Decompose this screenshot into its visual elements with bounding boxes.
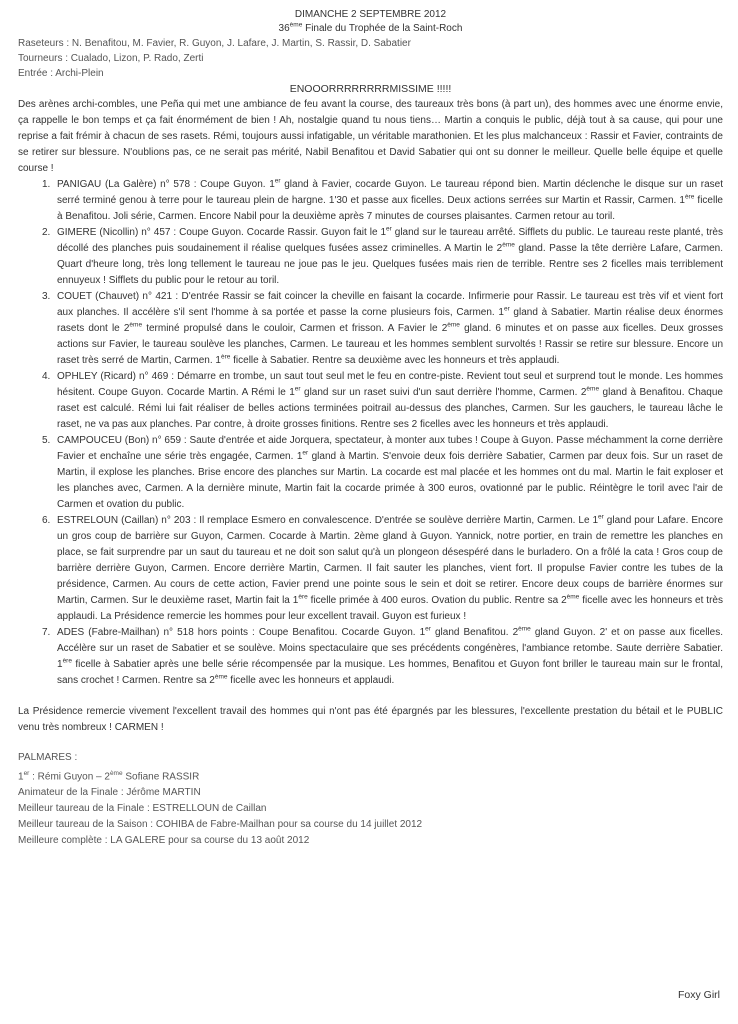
race-text-sup: ère xyxy=(220,353,231,361)
signature: Foxy Girl xyxy=(678,989,720,1001)
race-text-sup: ème xyxy=(129,321,143,329)
race-number: 4. xyxy=(42,371,51,382)
race-text: terminé propulsé dans le couloir, Carmen et frisson. A Favier le 2 xyxy=(142,323,448,334)
race-text-sup: ème xyxy=(586,385,600,393)
race-text: gland à Benafitou. Chaque raset est calculé. Rémi lui fait réaliser de belles actions terminées poitrail au-dessus des planches, Carmen. Sur les gauchers, le taureau lâche le raset, ne va pas aux planches. Par contre, à droite grosses finitions. Rentre ses 2 ficelles avec les honneurs et très applaudi. xyxy=(57,387,723,430)
winner-rank-1: 1 xyxy=(18,771,24,783)
race-text-sup: ère xyxy=(62,657,72,665)
race-text-sup: er xyxy=(294,385,301,393)
race-text-sup: ème xyxy=(518,625,531,633)
race-text: CAMPOUCEU (Bon) n° 659 : Saute d'entrée et aide Jorquera, spectateur, à monter aux tubes ! Coupe à Guyon. Passe méchamment la corne derrière Favier et enchaîne une série très engagée, Carmen. 1 xyxy=(57,435,723,462)
entree-line: Entrée : Archi-Plein xyxy=(18,68,104,79)
event-date: DIMANCHE 2 SEPTEMBRE 2012 xyxy=(294,9,447,20)
race-number: 1. xyxy=(42,179,51,190)
race-text-sup: er xyxy=(302,449,309,457)
race-text: ESTRELOUN (Caillan) n° 203 : Il remplace Esmero en convalescence. D'entrée se soulève derrière Martin, Carmen. Le 1 xyxy=(57,515,599,526)
race-text: ficelle à Sabatier après une belle série récompensée par la musique. Les hommes, Benafitou et Guyon font briller le taureau main sur le frontal, sans crochet ! Carmen. Rentre sa 2 xyxy=(57,659,723,686)
race-text: gland. 6 minutes et on passe aux ficelles. Deux grosses actions sur Favier, le taureau soulève les planches, Carmen. Le taureau et les hommes semblent survoltés ! Rassir se retire sur blessure. Encore un raset très serré de Martin, Carmen. 1 xyxy=(57,323,723,366)
document-page xyxy=(18,8,723,849)
race-text: gland Benafitou. 2 xyxy=(430,627,519,638)
race-text: gland sur le taureau arrêté. Sifflets du public. Le taureau reste planté, très décollé des planches puis soudainement il réalise quelques fusées assez criminelles. A Martin le 2 xyxy=(57,227,723,254)
closing-paragraph: La Présidence remercie vivement l'excellent travail des hommes qui n'ont pas été épargnés par les blessures, l'excellente prestation du bétail et le PUBLIC venu très nombreux ! CARMEN ! xyxy=(18,706,723,733)
race-text-sup: ère xyxy=(298,593,308,601)
race-number: 7. xyxy=(42,627,51,638)
race-text: gland sur un raset suivi d'un saut derrière l'homme, Carmen. 2 xyxy=(300,387,587,398)
race-text: gland Guyon. 2' et on passe aux ficelles. Accélère sur un raset de Sabatier et se soulève. Moins spectaculaire que ses précédents congénères, l'ambiance retombe. Saute derrière Sabatier. 1 xyxy=(57,627,723,670)
race-text: GIMERE (Nicollin) n° 457 : Coupe Guyon. Cocarde Rassir. Guyon fait le 1 xyxy=(57,227,387,238)
race-item xyxy=(18,625,723,689)
race-text: ficelle primée à 400 euros. Ovation du public. Rentre sa 2 xyxy=(307,595,567,606)
intro-paragraph: Des arènes archi-combles, une Peña qui met une ambiance de feu avant la course, des taureaux très bons (à part un), des hommes avec une énorme envie, ça rappelle le bon temps et ça fait énormément de bien ! Ah, nostalgie quand tu nous tiens… Martin a conquis le public, déjà tout à sa cause, qui pour une reprise a fait frémir à chacun de ses rasets. Rémi, toujours aussi infatigable, un véritable marathonien. Et les plus malchanceux : Rassir et Favier, contraints de se retirer sur blessure. N'oublions pas, ce ne serait pas mérité, Nabil Benafitou et David Sabatier qui ont su donner le meilleur. Quelle belle équipe et quelle course ! xyxy=(18,99,723,174)
race-item xyxy=(18,433,723,513)
winner-rank-2: : Rémi Guyon – 2 xyxy=(29,771,110,783)
race-text: ficelle à Sabatier. Rentre sa deuxième avec les honneurs et très applaudi. xyxy=(230,355,560,366)
palmares-complete: Meilleure complète : LA GALERE pour sa course du 13 août 2012 xyxy=(18,835,310,847)
race-text: gland pour Lafare. Encore un gros coup de barrière sur Guyon, Carmen. Cocarde à Martin. 2ème gland à Guyon. Yannick, notre portier, en train de remettre les planches en place, se fait surprendre par un saut du taureau et ne doit son salut qu'à un plongeon désespéré dans le burladero. On a frôlé la cata ! Gros coup de barrière derrière Guyon, Carmen. Encore derrière Martin, Carmen. Il fait sauter les planches, vient fort. Il propulse Favier contre les tubes de la présidence, Carmen. Au cours de cette action, Favier prend une pointe sous le sein et doit se retirer. Encore deux coups de barrière énormes sur Martin, Carmen. Sur le deuxième raset, Martin fait la 1 xyxy=(57,515,724,606)
race-number: 5. xyxy=(42,435,51,446)
race-text-sup: er xyxy=(503,305,510,313)
palmares-winners xyxy=(18,766,723,785)
race-text: gland. Passe la tête derrière Lafare, Carmen. Quart d'heure long, très long tellement le taureau ne joue pas le jeu. Quelques fusées mais rien de terrible. Rentre ses 2 ficelles mais terriblement ennuyeux ! Sifflets du public pour le retour au toril. xyxy=(57,243,724,286)
race-list xyxy=(18,177,723,689)
race-text: ficelle avec les honneurs et très applaudi. La Présidence remercie les hommes pour leur excellent travail. Guyon est furieux ! xyxy=(57,595,723,622)
race-text-sup: er xyxy=(598,513,604,521)
race-number: 6. xyxy=(42,515,51,526)
race-item xyxy=(18,289,723,369)
race-text-sup: ère xyxy=(684,193,695,201)
palmares-block xyxy=(18,750,723,849)
palmares-taureau-saison: Meilleur taureau de la Saison : COHIBA de Fabre-Mailhan pour sa course du 14 juillet 2012 xyxy=(18,819,423,831)
race-text: OPHLEY (Ricard) n° 469 : Démarre en trombe, un saut tout seul met le feu en contre-piste. Revient tout seul et surprend tout le monde. Les hommes hésitent. Coupe Guyon. Cocarde Martin. A Rémi le 1 xyxy=(57,371,723,398)
race-text: ADES (Fabre-Mailhan) n° 518 hors points : Coupe Benafitou. Cocarde Guyon. 1 xyxy=(57,627,426,638)
finale-number: 36 xyxy=(278,23,290,34)
race-number: 2. xyxy=(42,227,51,238)
race-text-sup: er xyxy=(274,177,281,185)
raseteurs-line: Raseteurs : N. Benafitou, M. Favier, R. Guyon, J. Lafare, J. Martin, S. Rassir, D. Sabatier xyxy=(18,38,411,49)
race-text-sup: ème xyxy=(447,321,460,329)
race-text-sup: ème xyxy=(214,673,228,681)
palmares-taureau-finale: Meilleur taureau de la Finale : ESTRELLOUN de Caillan xyxy=(18,803,267,815)
race-item xyxy=(18,369,723,433)
race-text-sup: ème xyxy=(566,593,580,601)
meta-block xyxy=(18,36,723,81)
race-text: gland à Martin. S'envoie deux fois derrière Sabatier, Carmen par deux fois. Sur un raset de Martin, il explose les planches. Brise encore des planches sur Martin. La cocarde est mal placée et les hommes ont du mal. Martin le fait exploser et les planches avec, Carmen. A la dernière minute, Martin fait la cocarde primée à 300 euros, ovationné par le public. Réintègre le toril avec l'air de Carmen et ovation du public. xyxy=(57,451,723,510)
race-text-sup: er xyxy=(386,225,392,233)
palmares-animateur: Animateur de la Finale : Jérôme MARTIN xyxy=(18,787,201,799)
race-text: PANIGAU (La Galère) n° 578 : Coupe Guyon. 1 xyxy=(57,179,275,190)
winner-rank-2-sup: ème xyxy=(109,770,123,777)
winner-name-2: Sofiane RASSIR xyxy=(122,771,200,783)
finale-sup: ème xyxy=(289,21,303,29)
race-text: COUET (Chauvet) n° 421 : D'entrée Rassir se fait coincer la cheville en faisant la cocarde. Infirmerie pour Rassir. Le taureau est très vif et vient fort aux planches. Il accélère s'il sent l'homme à sa portée et passe la corne plusieurs fois, Carmen. 1 xyxy=(57,291,723,318)
race-text: gland à Sabatier. Martin réalise deux énormes rasets dont le 2 xyxy=(57,307,723,334)
tourneurs-line: Tourneurs : Cualado, Lizon, P. Rado, Zerti xyxy=(18,53,204,64)
finale-title: Finale du Trophée de la Saint-Roch xyxy=(302,23,463,34)
race-item xyxy=(18,225,723,289)
winner-rank-1-sup: er xyxy=(23,770,30,777)
race-text: gland à Favier, cocarde Guyon. Le taureau répond bien. Martin déclenche le disque sur un raset serré terminé genou à terre pour le taureau plein de hargne. 1'30 et passe aux ficelles. Deux actions serrées sur Martin et Rassir, Carmen. 1 xyxy=(57,179,723,206)
race-item xyxy=(18,177,723,225)
race-text-sup: er xyxy=(425,625,431,633)
race-number: 3. xyxy=(42,291,51,302)
race-item xyxy=(18,513,723,625)
event-title xyxy=(18,22,723,36)
race-text: ficelle avec les honneurs et applaudi. xyxy=(227,675,395,686)
race-text-sup: ème xyxy=(502,241,515,249)
race-text: ficelle à Benafitou. Joli série, Carmen. Encore Nabil pour la deuxième après 7 minutes de courses plaisantes. Carmen retour au toril. xyxy=(57,195,723,222)
palmares-title: PALMARES : xyxy=(18,752,78,763)
headline-banner: ENOOORRRRRRRRMISSIME !!!!! xyxy=(289,83,452,95)
